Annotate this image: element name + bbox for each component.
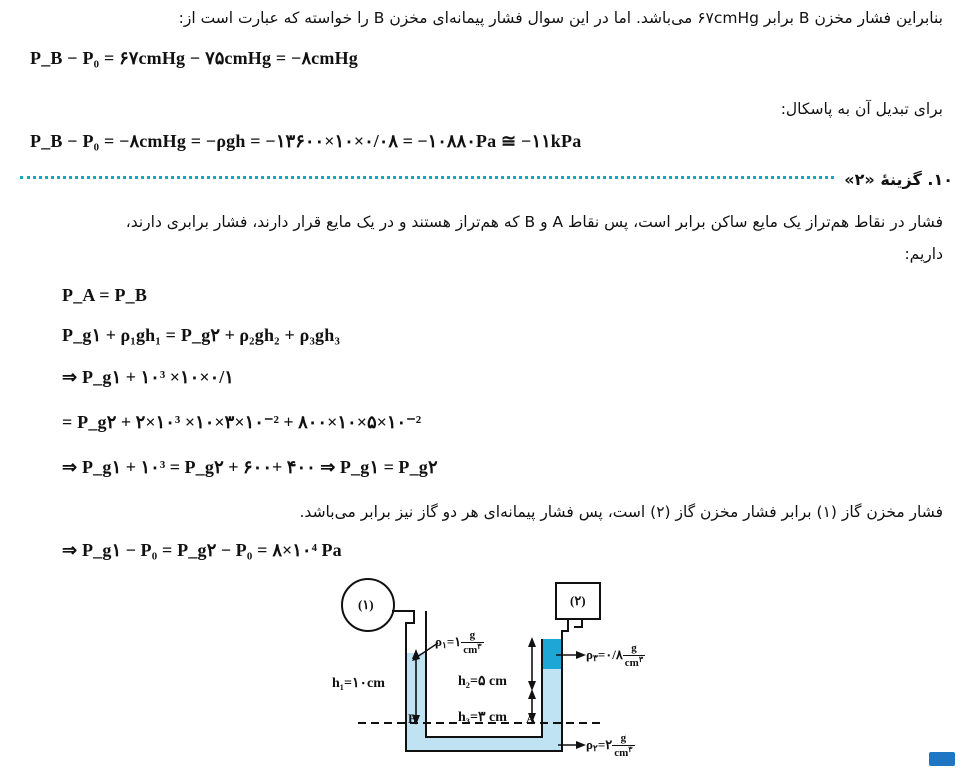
answer-option-separator bbox=[20, 170, 953, 189]
point-a-label: A bbox=[526, 711, 536, 726]
rho-3-sub: ۳ bbox=[592, 653, 598, 664]
equation-7: ⇒ P_g۱ + ۱۰³ = P_g۲ + ۶۰۰+ ۴۰۰ ⇒ P_g۱ = P_g۲ bbox=[62, 457, 438, 477]
liquid-fill-dark bbox=[542, 639, 562, 669]
paragraph-convert: برای تبدیل آن به پاسکال: bbox=[780, 100, 943, 118]
page-corner-mark bbox=[929, 752, 955, 766]
manometer-figure bbox=[330, 575, 660, 770]
rho-2-sub: ۲ bbox=[592, 743, 598, 754]
tank-1-label: (۱) bbox=[358, 597, 374, 612]
tank-2-label: (۲) bbox=[570, 593, 586, 608]
rho-3-unit-den-text: cm bbox=[624, 656, 639, 669]
h2-label: h₂=۵ cm bbox=[458, 674, 507, 689]
h2-arrow-head-top bbox=[528, 637, 536, 647]
tank-1-connector bbox=[392, 611, 414, 653]
rho-3-label bbox=[586, 643, 645, 669]
rho-1-unit-den bbox=[461, 643, 483, 657]
paragraph-darim: داریم: bbox=[904, 245, 943, 263]
rho-1-label bbox=[435, 630, 484, 656]
equation-6: = P_g۲ + ۲×۱۰³ ×۱۰×۳×۱۰⁻² + ۸۰۰×۱۰×۵×۱۰⁻² bbox=[62, 412, 422, 432]
rho-2-unit bbox=[612, 733, 634, 759]
rho-3-symbol: ρ bbox=[586, 647, 593, 663]
rho-1-unit bbox=[461, 630, 483, 656]
rho-1-symbol: ρ bbox=[435, 634, 442, 650]
rho-2-eq: =۲ bbox=[597, 737, 613, 753]
rho-2-symbol: ρ bbox=[586, 737, 593, 753]
rho-3-unit bbox=[623, 643, 645, 669]
h3-label: h₃=۳ cm bbox=[458, 710, 507, 725]
rho-1-sub: ۱ bbox=[441, 640, 447, 651]
equation-5: ⇒ P_g۱ + ۱۰³ ×۱۰×۰/۱ bbox=[62, 367, 234, 387]
paragraph-gauge-equal: فشار مخزن گاز (۱) برابر فشار مخزن گاز (۲) است، پس فشار پیمانه‌ای هر دو گاز نیز برابر می‌باشد. bbox=[299, 503, 943, 521]
rho-1-eq: =۱ bbox=[446, 634, 462, 650]
rho-2-unit-den bbox=[612, 746, 634, 760]
rho-3-eq: =۰/۸ bbox=[597, 647, 623, 663]
rho-1-unit-den-text: cm bbox=[463, 643, 478, 656]
equation-2: P_B − P₀ = −۸cmHg = −ρgh = −۱۳۶۰۰×۱۰×۰/۰۸ = −۱۰۸۸۰Pa ≅ −۱۱kPa bbox=[30, 131, 582, 151]
equation-3: P_A = P_B bbox=[62, 285, 148, 305]
rho2-pointer-head bbox=[576, 741, 586, 749]
h3-arrow-head-top bbox=[528, 689, 536, 699]
rho-2-unit-num: g bbox=[612, 733, 634, 746]
equation-8: ⇒ P_g۱ − P₀ = P_g۲ − P₀ = ۸×۱۰⁴ Pa bbox=[62, 540, 342, 560]
rho-2-label bbox=[586, 733, 635, 759]
equation-1: P_B − P₀ = ۶۷cmHg − ۷۵cmHg = −۸cmHg bbox=[30, 48, 358, 68]
dotted-rule bbox=[20, 176, 834, 179]
answer-option-label: ۱۰. گزینهٔ «۲» bbox=[844, 170, 953, 189]
rho-3-unit-den-sup: ۳ bbox=[638, 654, 644, 664]
tank-2-connector-2 bbox=[574, 619, 582, 627]
point-b-label: B bbox=[408, 711, 417, 726]
rho-3-unit-num: g bbox=[623, 643, 645, 656]
paragraph-intro: بنابراین فشار مخزن B برابر ۶۷cmHg می‌باشد. اما در این سوال فشار پیمانه‌ای مخزن B را خواسته که عبارت است از: bbox=[178, 9, 943, 27]
rho-1-unit-num: g bbox=[461, 630, 483, 643]
rho-3-unit-den bbox=[623, 656, 645, 670]
rho3-pointer-head bbox=[576, 651, 586, 659]
rho-2-unit-den-sup: ۳ bbox=[628, 744, 633, 754]
paragraph-isobaric: فشار در نقاط هم‌تراز یک مایع ساکن برابر است، پس نقاط A و B که هم‌تراز هستند و در یک مایع قرار دارند، فشار برابری دارند، bbox=[125, 213, 943, 231]
h1-label: h₁=۱۰cm bbox=[332, 676, 385, 691]
rho-1-unit-den-sup: ۳ bbox=[477, 641, 482, 651]
rho-2-unit-den-text: cm bbox=[614, 746, 629, 759]
equation-4: P_g۱ + ρ₁gh₁ = P_g۲ + ρ₂gh₂ + ρ₃gh₃ bbox=[62, 325, 341, 345]
